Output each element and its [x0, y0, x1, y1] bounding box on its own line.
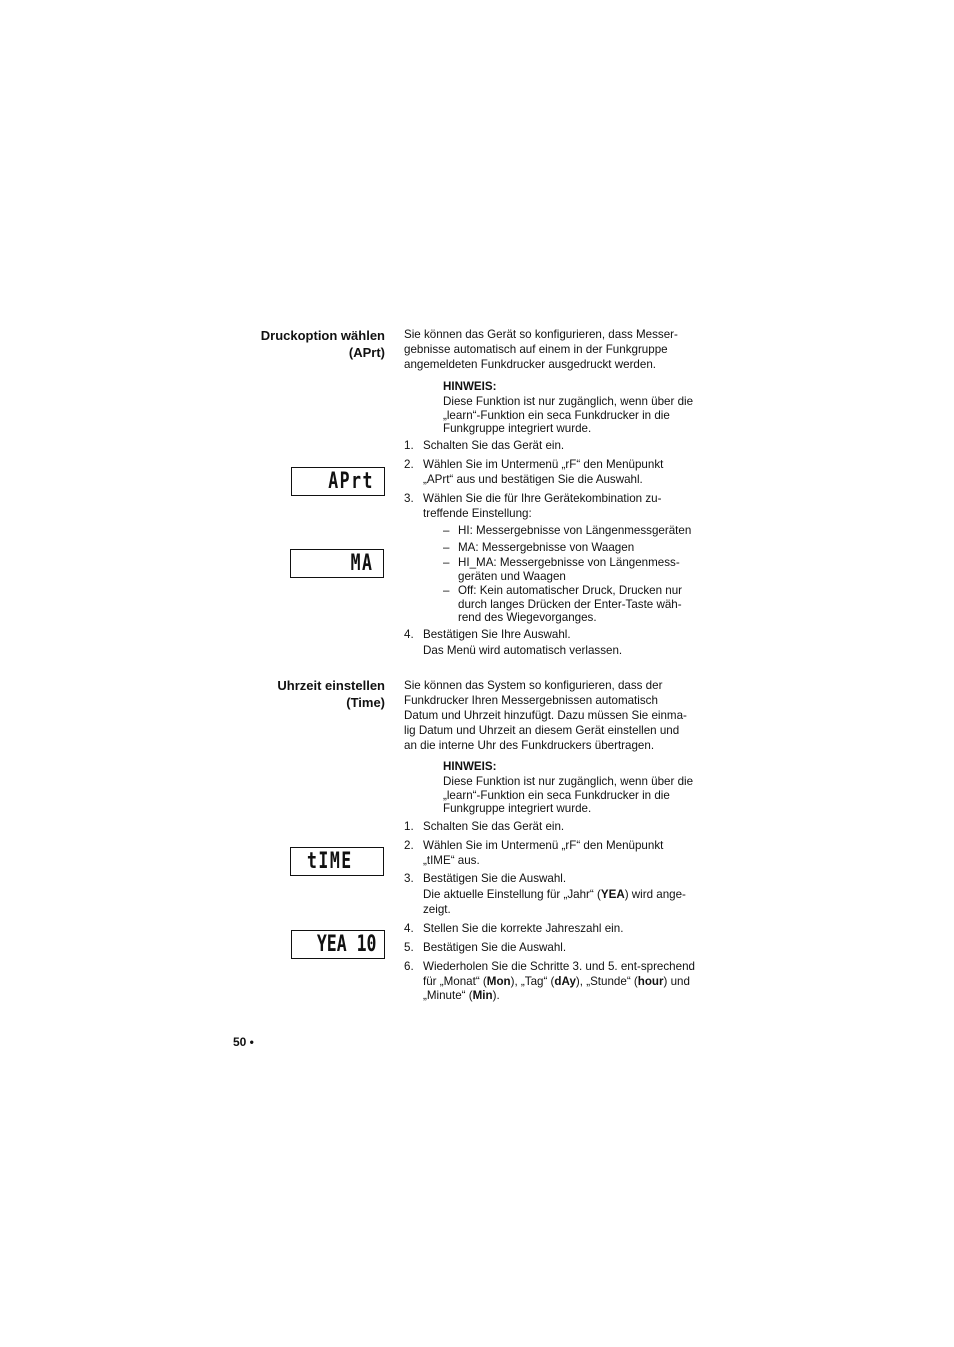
step-number: 1. [404, 439, 414, 452]
section-title-druckoption: Druckoption wählen (APrt) [260, 328, 385, 360]
lcd-display-time: tIME [290, 847, 384, 876]
note-body: Diese Funktion ist nur zugänglich, wenn über die „learn“-Funktion ein seca Funkdrucker in die Funkgruppe integriert wurde. [443, 395, 694, 435]
option-dash: – [443, 556, 450, 569]
step-text: Bestätigen Sie die Auswahl. [423, 941, 567, 954]
section-title-uhrzeit: Uhrzeit einstellen (Time) [277, 678, 385, 710]
step-text: Stellen Sie die korrekte Jahreszahl ein. [423, 922, 624, 935]
option-text: MA: Messergebnisse von Waagen [458, 541, 635, 554]
option-dash: – [443, 524, 450, 537]
option-text: HI: Messergebnisse von Längenmessgeräten [458, 524, 692, 537]
note-body: Diese Funktion ist nur zugänglich, wenn über die „learn“-Funktion ein seca Funkdrucker in die Funkgruppe integriert wurde. [443, 775, 694, 815]
step-text: Wählen Sie die für Ihre Gerätekombination zu-treffende Einstellung: [423, 492, 662, 520]
lcd-display-year: YEA 10 [291, 930, 385, 959]
step-text: Wählen Sie im Untermenü „rF“ den Menüpunkt „tIME“ aus. [423, 839, 664, 867]
note-heading: HINWEIS: [443, 380, 497, 393]
step-result: Das Menü wird automatisch verlassen. [423, 644, 623, 657]
step-detail: Die aktuelle Einstellung für „Jahr“ (YEA) wird ange-zeigt. [423, 888, 686, 916]
step-text: Wiederholen Sie die Schritte 3. und 5. ent-sprechend für „Monat“ (Mon), „Tag“ (dAy), „Stunde“ (hour) und „Minute“ (Min). [423, 960, 695, 1002]
step-text: Schalten Sie das Gerät ein. [423, 439, 565, 452]
step-number: 2. [404, 839, 414, 852]
step-text: Bestätigen Sie die Auswahl. [423, 872, 567, 885]
step-number: 2. [404, 458, 414, 471]
intro-paragraph: Sie können das Gerät so konfigurieren, dass Messer-gebnisse automatisch auf einem in der Funkgruppe angemeldeten Funkdrucker ausgedruckt werden. [404, 328, 678, 371]
option-text: HI_MA: Messergebnisse von Längenmess-geräten und Waagen [458, 556, 680, 583]
step-number: 5. [404, 941, 414, 954]
page-number: 50 • [233, 1035, 254, 1049]
step-text: Wählen Sie im Untermenü „rF“ den Menüpunkt „APrt“ aus und bestätigen Sie die Auswahl. [423, 458, 664, 486]
step-number: 4. [404, 628, 414, 641]
lcd-display-aprt: APrt [291, 467, 385, 496]
step-text: Schalten Sie das Gerät ein. [423, 820, 565, 833]
option-dash: – [443, 541, 450, 554]
step-number: 4. [404, 922, 414, 935]
step-number: 3. [404, 872, 414, 885]
option-text: Off: Kein automatischer Druck, Drucken nur durch langes Drücken der Enter-Taste wäh-rend des Wiegevorganges. [458, 584, 683, 624]
note-heading: HINWEIS: [443, 760, 497, 773]
step-number: 3. [404, 492, 414, 505]
step-text: Bestätigen Sie Ihre Auswahl. [423, 628, 571, 641]
intro-paragraph: Sie können das System so konfigurieren, dass der Funkdrucker Ihren Messergebnissen automatisch Datum und Uhrzeit hinzufügt. Dazu müssen Sie einma-lig Datum und Uhrzeit an diesem Gerät einstellen und an die interne Uhr des Funkdruckers übertragen. [404, 679, 687, 752]
step-number: 6. [404, 960, 414, 973]
option-dash: – [443, 584, 450, 597]
lcd-display-ma: MA [290, 549, 384, 578]
step-number: 1. [404, 820, 414, 833]
